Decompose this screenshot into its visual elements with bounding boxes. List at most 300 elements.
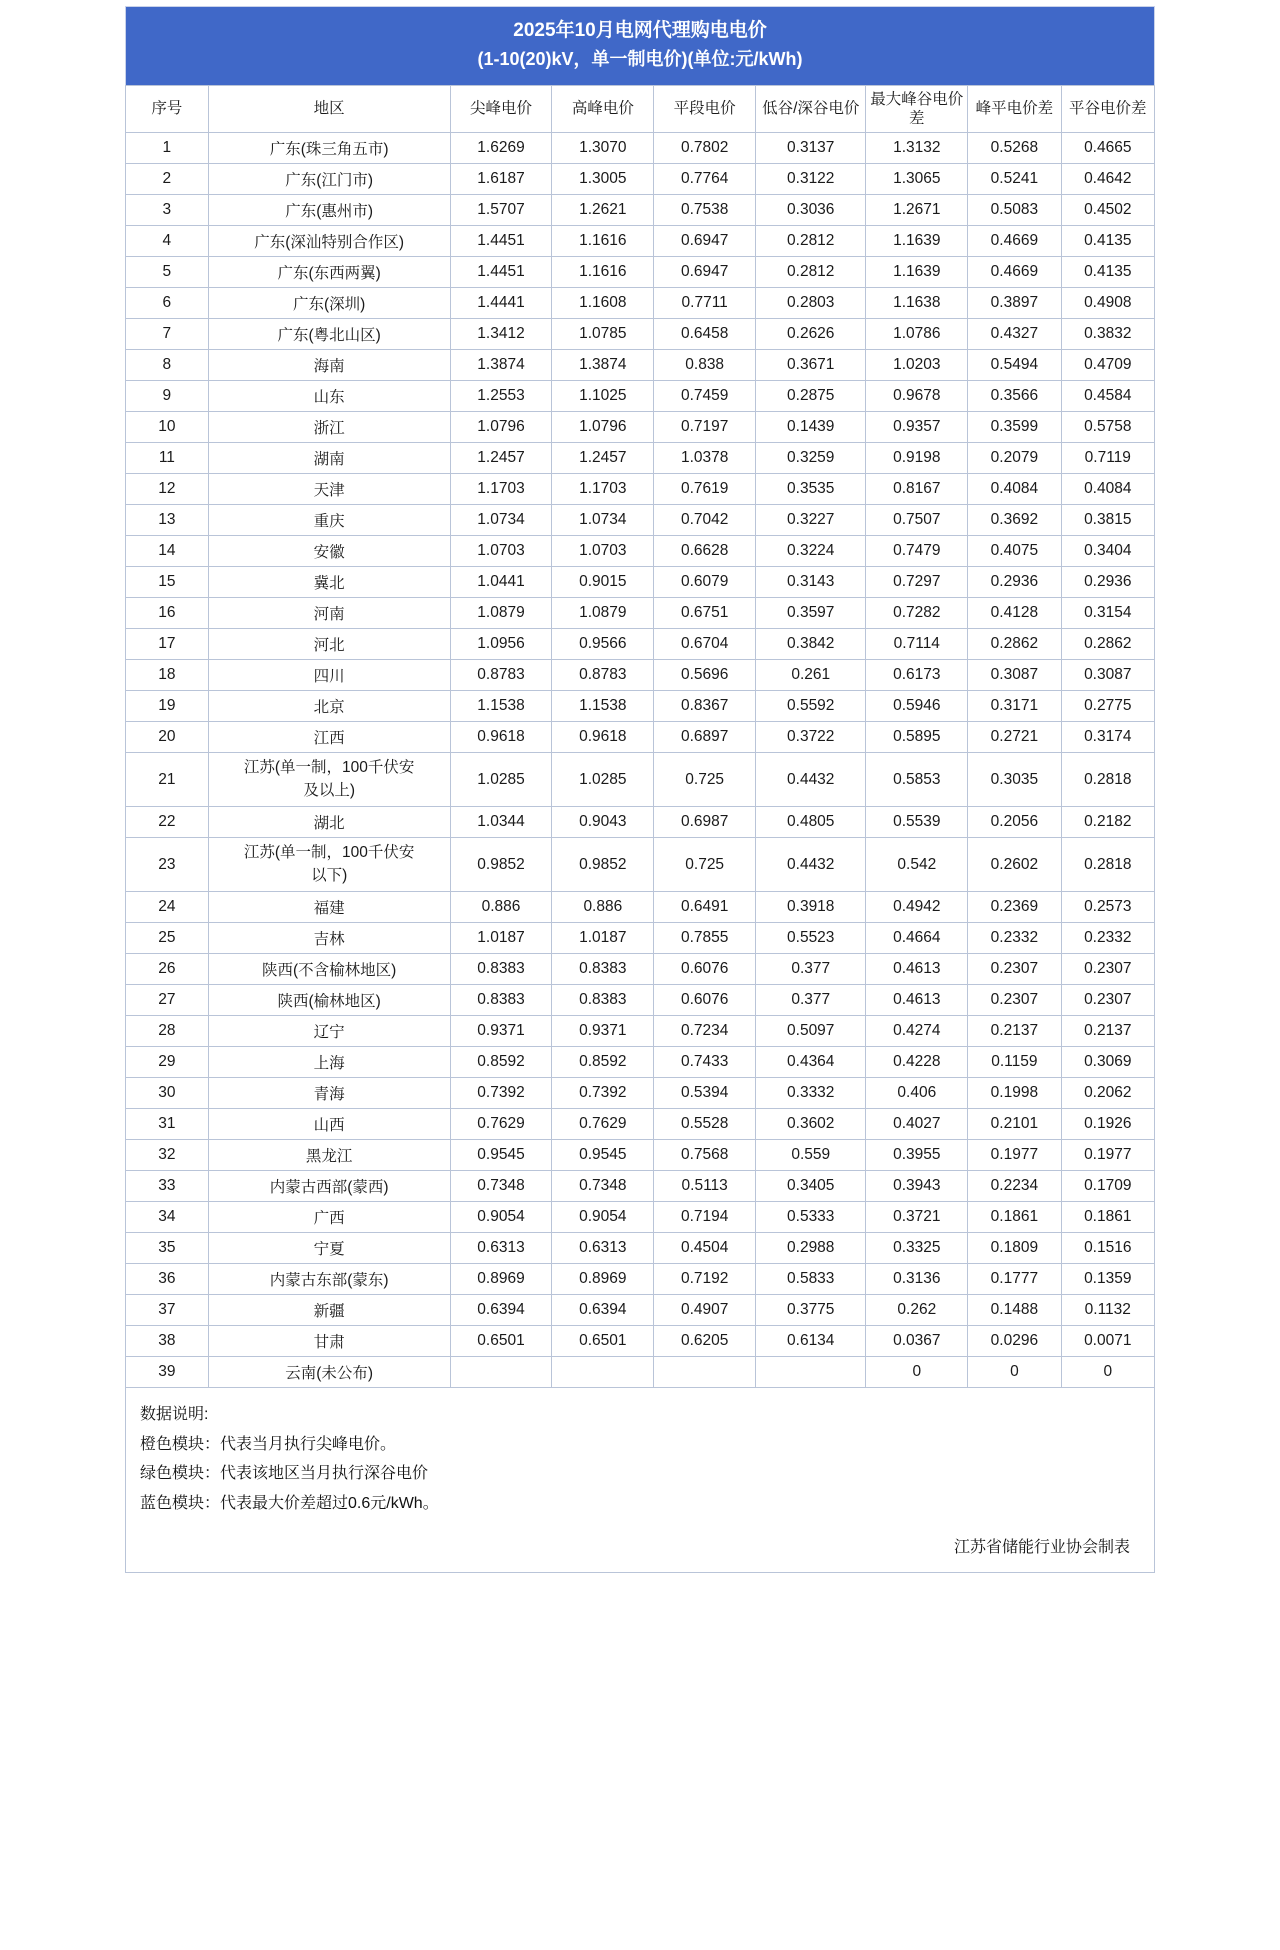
column-header-max-peak-valley-diff: 最大峰谷电价差 bbox=[866, 85, 968, 133]
cell-peak-flat-diff: 0.4128 bbox=[968, 598, 1061, 629]
cell-region: 广东(东西两翼) bbox=[208, 257, 450, 288]
cell-valley: 0.3722 bbox=[756, 722, 866, 753]
cell-max-diff: 0.4613 bbox=[866, 985, 968, 1016]
cell-peak bbox=[552, 1357, 654, 1388]
cell-max-diff: 0.5895 bbox=[866, 722, 968, 753]
table-row bbox=[126, 1202, 1155, 1233]
cell-sharp-peak: 1.3412 bbox=[450, 319, 552, 350]
cell-max-diff: 1.2671 bbox=[866, 195, 968, 226]
table-row bbox=[126, 319, 1155, 350]
table-row bbox=[126, 474, 1155, 505]
cell-max-diff: 0.3325 bbox=[866, 1233, 968, 1264]
cell-flat-valley-diff: 0.0071 bbox=[1061, 1326, 1154, 1357]
cell-peak-flat-diff: 0.3897 bbox=[968, 288, 1061, 319]
cell-index: 25 bbox=[126, 923, 209, 954]
cell-valley: 0.3036 bbox=[756, 195, 866, 226]
cell-peak: 0.8383 bbox=[552, 954, 654, 985]
cell-valley: 0.4805 bbox=[756, 807, 866, 838]
cell-index: 30 bbox=[126, 1078, 209, 1109]
electricity-price-table bbox=[125, 85, 1155, 1389]
cell-flat-valley-diff: 0.4908 bbox=[1061, 288, 1154, 319]
table-row bbox=[126, 1357, 1155, 1388]
cell-max-diff: 1.1639 bbox=[866, 226, 968, 257]
cell-peak-flat-diff: 0.2234 bbox=[968, 1171, 1061, 1202]
cell-max-diff: 0.4942 bbox=[866, 892, 968, 923]
cell-peak: 1.0187 bbox=[552, 923, 654, 954]
cell-sharp-peak: 1.1703 bbox=[450, 474, 552, 505]
header-row bbox=[126, 85, 1155, 133]
table-row bbox=[126, 164, 1155, 195]
cell-flat: 0.6205 bbox=[654, 1326, 756, 1357]
cell-valley: 0.1439 bbox=[756, 412, 866, 443]
cell-sharp-peak: 1.0344 bbox=[450, 807, 552, 838]
cell-peak: 0.9015 bbox=[552, 567, 654, 598]
cell-index: 16 bbox=[126, 598, 209, 629]
cell-valley: 0.6134 bbox=[756, 1326, 866, 1357]
table-row bbox=[126, 1047, 1155, 1078]
cell-sharp-peak: 0.6394 bbox=[450, 1295, 552, 1326]
cell-flat-valley-diff: 0.1516 bbox=[1061, 1233, 1154, 1264]
cell-peak: 1.1616 bbox=[552, 226, 654, 257]
cell-region: 广东(惠州市) bbox=[208, 195, 450, 226]
cell-peak-flat-diff: 0.3035 bbox=[968, 753, 1061, 807]
cell-region: 重庆 bbox=[208, 505, 450, 536]
cell-region: 福建 bbox=[208, 892, 450, 923]
note-green: 绿色模块：代表该地区当月执行深谷电价 bbox=[140, 1465, 429, 1483]
cell-peak-flat-diff: 0.2101 bbox=[968, 1109, 1061, 1140]
cell-valley: 0.3122 bbox=[756, 164, 866, 195]
column-header-peak-flat-diff: 峰平电价差 bbox=[968, 85, 1061, 133]
cell-flat-valley-diff: 0.4665 bbox=[1061, 133, 1154, 164]
cell-valley bbox=[756, 1357, 866, 1388]
cell-valley: 0.3602 bbox=[756, 1109, 866, 1140]
cell-flat: 0.5528 bbox=[654, 1109, 756, 1140]
cell-valley: 0.3775 bbox=[756, 1295, 866, 1326]
cell-flat-valley-diff: 0.2775 bbox=[1061, 691, 1154, 722]
cell-valley: 0.3227 bbox=[756, 505, 866, 536]
cell-valley: 0.3137 bbox=[756, 133, 866, 164]
cell-region: 浙江 bbox=[208, 412, 450, 443]
cell-max-diff: 0.9357 bbox=[866, 412, 968, 443]
cell-max-diff: 0.6173 bbox=[866, 660, 968, 691]
cell-valley: 0.3259 bbox=[756, 443, 866, 474]
cell-valley: 0.4432 bbox=[756, 838, 866, 892]
cell-valley: 0.5097 bbox=[756, 1016, 866, 1047]
cell-region: 吉林 bbox=[208, 923, 450, 954]
cell-flat: 0.6897 bbox=[654, 722, 756, 753]
cell-peak-flat-diff: 0.2721 bbox=[968, 722, 1061, 753]
cell-flat: 0.7568 bbox=[654, 1140, 756, 1171]
cell-peak-flat-diff: 0.5494 bbox=[968, 350, 1061, 381]
cell-valley: 0.2626 bbox=[756, 319, 866, 350]
cell-sharp-peak: 0.8592 bbox=[450, 1047, 552, 1078]
cell-region: 海南 bbox=[208, 350, 450, 381]
cell-sharp-peak: 1.2553 bbox=[450, 381, 552, 412]
table-row bbox=[126, 892, 1155, 923]
cell-index: 11 bbox=[126, 443, 209, 474]
cell-flat-valley-diff: 0.2936 bbox=[1061, 567, 1154, 598]
cell-max-diff: 0.7297 bbox=[866, 567, 968, 598]
cell-index: 37 bbox=[126, 1295, 209, 1326]
cell-max-diff: 1.3132 bbox=[866, 133, 968, 164]
cell-valley: 0.5592 bbox=[756, 691, 866, 722]
cell-valley: 0.2803 bbox=[756, 288, 866, 319]
table-row bbox=[126, 807, 1155, 838]
cell-flat-valley-diff: 0.2818 bbox=[1061, 753, 1154, 807]
cell-peak-flat-diff: 0.4075 bbox=[968, 536, 1061, 567]
cell-peak-flat-diff: 0.2079 bbox=[968, 443, 1061, 474]
cell-flat: 0.7764 bbox=[654, 164, 756, 195]
cell-peak-flat-diff: 0.1809 bbox=[968, 1233, 1061, 1264]
table-row bbox=[126, 923, 1155, 954]
cell-flat-valley-diff: 0.4502 bbox=[1061, 195, 1154, 226]
note-orange: 橙色模块：代表当月执行尖峰电价。 bbox=[140, 1435, 397, 1453]
cell-valley: 0.2875 bbox=[756, 381, 866, 412]
cell-peak: 0.9043 bbox=[552, 807, 654, 838]
cell-peak-flat-diff: 0.2936 bbox=[968, 567, 1061, 598]
cell-max-diff: 0.4027 bbox=[866, 1109, 968, 1140]
cell-flat-valley-diff: 0.3087 bbox=[1061, 660, 1154, 691]
cell-flat-valley-diff: 0.1926 bbox=[1061, 1109, 1154, 1140]
cell-peak-flat-diff: 0.2862 bbox=[968, 629, 1061, 660]
cell-index: 39 bbox=[126, 1357, 209, 1388]
cell-peak: 0.9545 bbox=[552, 1140, 654, 1171]
cell-index: 36 bbox=[126, 1264, 209, 1295]
cell-max-diff: 1.3065 bbox=[866, 164, 968, 195]
cell-region: 广东(深汕特别合作区) bbox=[208, 226, 450, 257]
cell-peak-flat-diff: 0.5268 bbox=[968, 133, 1061, 164]
cell-peak-flat-diff: 0.1777 bbox=[968, 1264, 1061, 1295]
cell-peak: 0.886 bbox=[552, 892, 654, 923]
cell-flat-valley-diff: 0.3815 bbox=[1061, 505, 1154, 536]
cell-sharp-peak: 1.2457 bbox=[450, 443, 552, 474]
cell-peak: 1.1616 bbox=[552, 257, 654, 288]
cell-peak: 0.8592 bbox=[552, 1047, 654, 1078]
cell-flat-valley-diff: 0.2062 bbox=[1061, 1078, 1154, 1109]
column-header-sharp-peak: 尖峰电价 bbox=[450, 85, 552, 133]
cell-peak-flat-diff: 0.5083 bbox=[968, 195, 1061, 226]
cell-flat-valley-diff: 0.3069 bbox=[1061, 1047, 1154, 1078]
cell-flat-valley-diff: 0.3154 bbox=[1061, 598, 1154, 629]
cell-peak: 0.8783 bbox=[552, 660, 654, 691]
cell-index: 5 bbox=[126, 257, 209, 288]
cell-peak-flat-diff: 0.2307 bbox=[968, 954, 1061, 985]
cell-max-diff: 1.0786 bbox=[866, 319, 968, 350]
cell-flat: 0.7855 bbox=[654, 923, 756, 954]
cell-peak-flat-diff: 0.1159 bbox=[968, 1047, 1061, 1078]
cell-sharp-peak: 0.6501 bbox=[450, 1326, 552, 1357]
cell-flat: 0.6458 bbox=[654, 319, 756, 350]
cell-index: 1 bbox=[126, 133, 209, 164]
cell-peak: 0.9054 bbox=[552, 1202, 654, 1233]
cell-sharp-peak: 0.886 bbox=[450, 892, 552, 923]
cell-valley: 0.3332 bbox=[756, 1078, 866, 1109]
cell-flat: 0.6947 bbox=[654, 226, 756, 257]
cell-sharp-peak: 1.5707 bbox=[450, 195, 552, 226]
cell-sharp-peak: 0.8783 bbox=[450, 660, 552, 691]
table-row bbox=[126, 505, 1155, 536]
title-line-1: 2025年10月电网代理购电电价 bbox=[513, 20, 767, 41]
cell-peak-flat-diff: 0.1977 bbox=[968, 1140, 1061, 1171]
cell-peak: 0.8969 bbox=[552, 1264, 654, 1295]
table-title bbox=[125, 6, 1155, 85]
cell-flat-valley-diff: 0.1861 bbox=[1061, 1202, 1154, 1233]
cell-flat: 0.7192 bbox=[654, 1264, 756, 1295]
cell-max-diff: 0.5853 bbox=[866, 753, 968, 807]
cell-flat: 0.4504 bbox=[654, 1233, 756, 1264]
cell-region: 河南 bbox=[208, 598, 450, 629]
table-row bbox=[126, 381, 1155, 412]
cell-max-diff: 0.3943 bbox=[866, 1171, 968, 1202]
cell-peak: 0.9566 bbox=[552, 629, 654, 660]
table-row bbox=[126, 1078, 1155, 1109]
table-row bbox=[126, 1140, 1155, 1171]
cell-peak: 1.0785 bbox=[552, 319, 654, 350]
cell-peak-flat-diff: 0.0296 bbox=[968, 1326, 1061, 1357]
cell-peak-flat-diff: 0.3171 bbox=[968, 691, 1061, 722]
cell-flat-valley-diff: 0.4084 bbox=[1061, 474, 1154, 505]
cell-index: 7 bbox=[126, 319, 209, 350]
cell-index: 22 bbox=[126, 807, 209, 838]
table-row bbox=[126, 598, 1155, 629]
cell-flat: 0.7433 bbox=[654, 1047, 756, 1078]
cell-max-diff: 0.4228 bbox=[866, 1047, 968, 1078]
cell-index: 17 bbox=[126, 629, 209, 660]
cell-flat: 0.6491 bbox=[654, 892, 756, 923]
cell-peak-flat-diff: 0.3692 bbox=[968, 505, 1061, 536]
cell-region: 广西 bbox=[208, 1202, 450, 1233]
cell-region: 河北 bbox=[208, 629, 450, 660]
column-header-flat-valley-diff: 平谷电价差 bbox=[1061, 85, 1154, 133]
table-row bbox=[126, 954, 1155, 985]
table-row bbox=[126, 753, 1155, 807]
cell-flat-valley-diff: 0.3174 bbox=[1061, 722, 1154, 753]
cell-region: 甘肃 bbox=[208, 1326, 450, 1357]
cell-flat: 0.5394 bbox=[654, 1078, 756, 1109]
cell-flat: 0.7619 bbox=[654, 474, 756, 505]
title-line-2: (1-10(20)kV，单一制电价)(单位:元/kWh) bbox=[477, 48, 803, 69]
cell-region: 内蒙古西部(蒙西) bbox=[208, 1171, 450, 1202]
cell-flat-valley-diff: 0.2307 bbox=[1061, 954, 1154, 985]
cell-index: 34 bbox=[126, 1202, 209, 1233]
cell-peak-flat-diff: 0.5241 bbox=[968, 164, 1061, 195]
cell-valley: 0.5333 bbox=[756, 1202, 866, 1233]
cell-max-diff: 0.4274 bbox=[866, 1016, 968, 1047]
cell-flat-valley-diff: 0.2307 bbox=[1061, 985, 1154, 1016]
cell-sharp-peak: 0.7629 bbox=[450, 1109, 552, 1140]
cell-sharp-peak: 0.9852 bbox=[450, 838, 552, 892]
cell-index: 24 bbox=[126, 892, 209, 923]
cell-max-diff: 1.1639 bbox=[866, 257, 968, 288]
cell-valley: 0.377 bbox=[756, 954, 866, 985]
table-row bbox=[126, 350, 1155, 381]
cell-sharp-peak bbox=[450, 1357, 552, 1388]
cell-peak-flat-diff: 0.3087 bbox=[968, 660, 1061, 691]
cell-valley: 0.2988 bbox=[756, 1233, 866, 1264]
cell-sharp-peak: 1.4441 bbox=[450, 288, 552, 319]
cell-flat-valley-diff: 0.2137 bbox=[1061, 1016, 1154, 1047]
cell-index: 6 bbox=[126, 288, 209, 319]
cell-peak: 1.3005 bbox=[552, 164, 654, 195]
cell-region: 山东 bbox=[208, 381, 450, 412]
cell-flat: 0.6076 bbox=[654, 985, 756, 1016]
table-row bbox=[126, 985, 1155, 1016]
cell-index: 18 bbox=[126, 660, 209, 691]
cell-max-diff: 0.5539 bbox=[866, 807, 968, 838]
cell-flat-valley-diff: 0.4709 bbox=[1061, 350, 1154, 381]
cell-valley: 0.3671 bbox=[756, 350, 866, 381]
cell-peak-flat-diff: 0.4669 bbox=[968, 257, 1061, 288]
table-row bbox=[126, 536, 1155, 567]
cell-index: 15 bbox=[126, 567, 209, 598]
cell-region: 陕西(榆林地区) bbox=[208, 985, 450, 1016]
credit-line: 江苏省储能行业协会制表 bbox=[953, 1538, 1130, 1556]
table-row bbox=[126, 1171, 1155, 1202]
cell-flat-valley-diff: 0.2182 bbox=[1061, 807, 1154, 838]
table-row bbox=[126, 1233, 1155, 1264]
cell-flat: 0.725 bbox=[654, 838, 756, 892]
column-header-index: 序号 bbox=[126, 85, 209, 133]
cell-flat-valley-diff: 0.2573 bbox=[1061, 892, 1154, 923]
cell-sharp-peak: 0.6313 bbox=[450, 1233, 552, 1264]
cell-sharp-peak: 0.9545 bbox=[450, 1140, 552, 1171]
cell-flat-valley-diff: 0.7119 bbox=[1061, 443, 1154, 474]
cell-max-diff: 0 bbox=[866, 1357, 968, 1388]
cell-sharp-peak: 1.4451 bbox=[450, 257, 552, 288]
cell-flat-valley-diff: 0.1359 bbox=[1061, 1264, 1154, 1295]
cell-flat: 0.6704 bbox=[654, 629, 756, 660]
cell-valley: 0.3224 bbox=[756, 536, 866, 567]
cell-index: 13 bbox=[126, 505, 209, 536]
cell-sharp-peak: 1.0956 bbox=[450, 629, 552, 660]
table-row bbox=[126, 1264, 1155, 1295]
table-row bbox=[126, 838, 1155, 892]
cell-flat-valley-diff: 0.4642 bbox=[1061, 164, 1154, 195]
cell-sharp-peak: 0.8969 bbox=[450, 1264, 552, 1295]
cell-max-diff: 0.262 bbox=[866, 1295, 968, 1326]
cell-peak: 0.9371 bbox=[552, 1016, 654, 1047]
cell-valley: 0.2812 bbox=[756, 226, 866, 257]
notes-section bbox=[125, 1388, 1155, 1573]
cell-region: 天津 bbox=[208, 474, 450, 505]
cell-region: 陕西(不含榆林地区) bbox=[208, 954, 450, 985]
cell-flat: 0.6987 bbox=[654, 807, 756, 838]
cell-max-diff: 0.3136 bbox=[866, 1264, 968, 1295]
cell-peak: 1.2457 bbox=[552, 443, 654, 474]
cell-flat-valley-diff: 0.1709 bbox=[1061, 1171, 1154, 1202]
cell-index: 38 bbox=[126, 1326, 209, 1357]
cell-flat: 0.7711 bbox=[654, 288, 756, 319]
table-row bbox=[126, 257, 1155, 288]
table-row bbox=[126, 629, 1155, 660]
cell-max-diff: 0.406 bbox=[866, 1078, 968, 1109]
cell-sharp-peak: 0.9054 bbox=[450, 1202, 552, 1233]
cell-max-diff: 0.9198 bbox=[866, 443, 968, 474]
cell-max-diff: 0.4613 bbox=[866, 954, 968, 985]
cell-region: 江西 bbox=[208, 722, 450, 753]
table-row bbox=[126, 1016, 1155, 1047]
cell-sharp-peak: 1.0187 bbox=[450, 923, 552, 954]
cell-index: 12 bbox=[126, 474, 209, 505]
cell-flat-valley-diff: 0 bbox=[1061, 1357, 1154, 1388]
cell-max-diff: 0.7479 bbox=[866, 536, 968, 567]
cell-valley: 0.5523 bbox=[756, 923, 866, 954]
cell-sharp-peak: 0.7392 bbox=[450, 1078, 552, 1109]
cell-peak: 1.0703 bbox=[552, 536, 654, 567]
cell-index: 33 bbox=[126, 1171, 209, 1202]
cell-flat: 0.7802 bbox=[654, 133, 756, 164]
cell-index: 14 bbox=[126, 536, 209, 567]
cell-index: 10 bbox=[126, 412, 209, 443]
cell-region: 广东(珠三角五市) bbox=[208, 133, 450, 164]
cell-sharp-peak: 1.0285 bbox=[450, 753, 552, 807]
cell-peak: 0.7348 bbox=[552, 1171, 654, 1202]
table-row bbox=[126, 412, 1155, 443]
cell-peak: 1.1538 bbox=[552, 691, 654, 722]
cell-sharp-peak: 1.0796 bbox=[450, 412, 552, 443]
cell-peak-flat-diff: 0.3566 bbox=[968, 381, 1061, 412]
cell-peak: 1.0796 bbox=[552, 412, 654, 443]
cell-index: 26 bbox=[126, 954, 209, 985]
cell-sharp-peak: 0.9618 bbox=[450, 722, 552, 753]
column-header-valley: 低谷/深谷电价 bbox=[756, 85, 866, 133]
cell-index: 2 bbox=[126, 164, 209, 195]
cell-flat: 0.8367 bbox=[654, 691, 756, 722]
cell-max-diff: 1.1638 bbox=[866, 288, 968, 319]
cell-region: 宁夏 bbox=[208, 1233, 450, 1264]
notes-heading: 数据说明: bbox=[140, 1406, 209, 1424]
cell-index: 29 bbox=[126, 1047, 209, 1078]
cell-peak: 1.0285 bbox=[552, 753, 654, 807]
table-row bbox=[126, 1109, 1155, 1140]
cell-valley: 0.2812 bbox=[756, 257, 866, 288]
cell-sharp-peak: 1.4451 bbox=[450, 226, 552, 257]
cell-region: 青海 bbox=[208, 1078, 450, 1109]
cell-peak: 0.7629 bbox=[552, 1109, 654, 1140]
cell-flat: 0.725 bbox=[654, 753, 756, 807]
cell-region: 广东(粤北山区) bbox=[208, 319, 450, 350]
table-body bbox=[126, 133, 1155, 1388]
table-row bbox=[126, 691, 1155, 722]
cell-sharp-peak: 1.6269 bbox=[450, 133, 552, 164]
cell-valley: 0.3597 bbox=[756, 598, 866, 629]
cell-sharp-peak: 0.8383 bbox=[450, 985, 552, 1016]
cell-region: 湖南 bbox=[208, 443, 450, 474]
cell-peak-flat-diff: 0.2307 bbox=[968, 985, 1061, 1016]
cell-max-diff: 0.542 bbox=[866, 838, 968, 892]
cell-peak: 0.8383 bbox=[552, 985, 654, 1016]
table-row bbox=[126, 288, 1155, 319]
cell-sharp-peak: 1.0734 bbox=[450, 505, 552, 536]
cell-flat: 0.7194 bbox=[654, 1202, 756, 1233]
cell-max-diff: 0.3955 bbox=[866, 1140, 968, 1171]
cell-peak-flat-diff: 0.3599 bbox=[968, 412, 1061, 443]
cell-peak: 0.9852 bbox=[552, 838, 654, 892]
cell-region: 江苏(单一制，100千伏安 以下) bbox=[208, 838, 450, 892]
cell-peak: 1.1703 bbox=[552, 474, 654, 505]
cell-sharp-peak: 1.6187 bbox=[450, 164, 552, 195]
table-row bbox=[126, 443, 1155, 474]
cell-flat-valley-diff: 0.1977 bbox=[1061, 1140, 1154, 1171]
cell-max-diff: 0.5946 bbox=[866, 691, 968, 722]
column-header-region: 地区 bbox=[208, 85, 450, 133]
cell-max-diff: 0.7282 bbox=[866, 598, 968, 629]
cell-index: 4 bbox=[126, 226, 209, 257]
cell-flat-valley-diff: 0.3832 bbox=[1061, 319, 1154, 350]
cell-valley: 0.4364 bbox=[756, 1047, 866, 1078]
cell-peak-flat-diff: 0.2056 bbox=[968, 807, 1061, 838]
cell-region: 江苏(单一制，100千伏安 及以上) bbox=[208, 753, 450, 807]
